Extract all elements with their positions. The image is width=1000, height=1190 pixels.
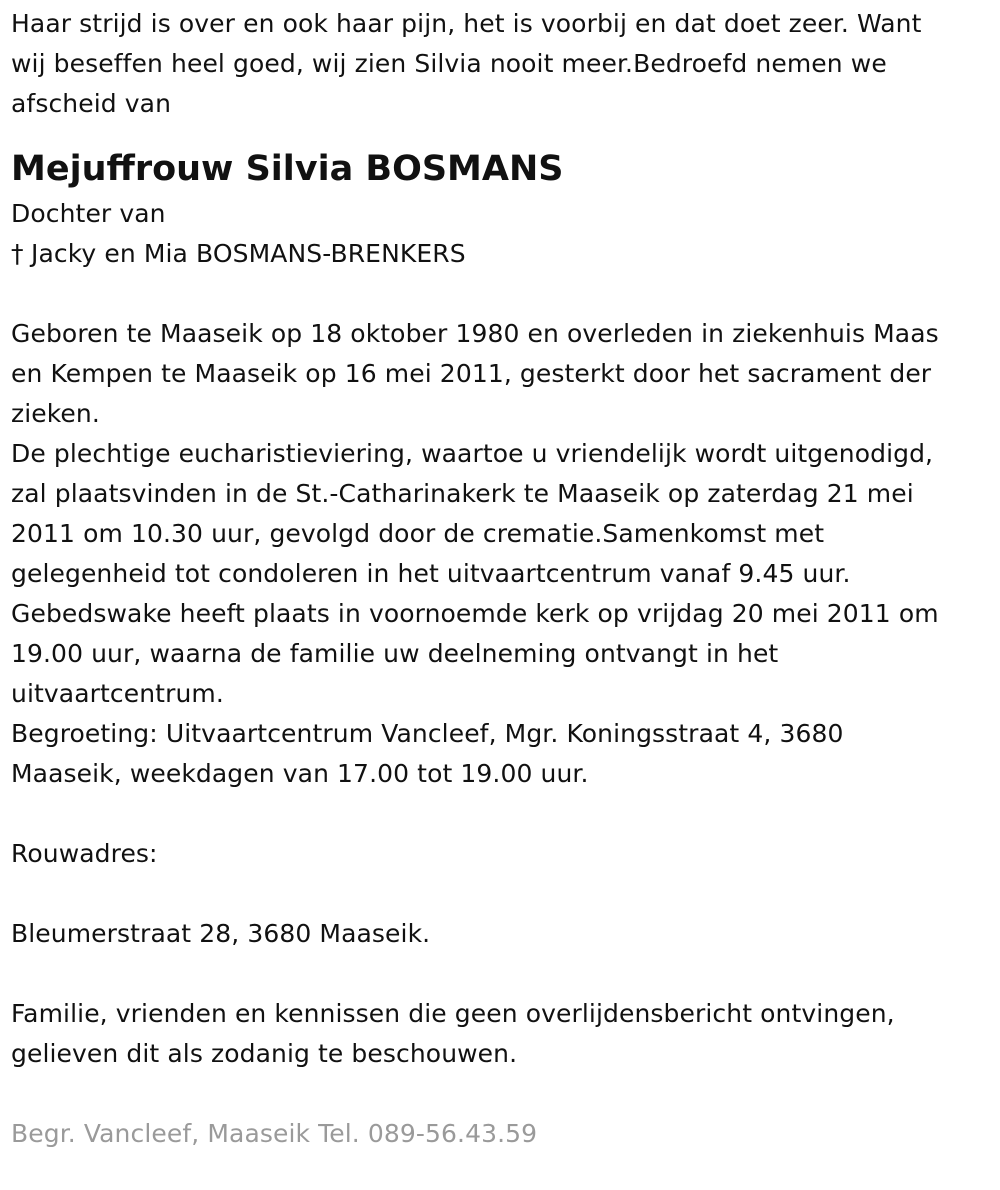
spacer [11, 954, 990, 994]
funeral-home-footer: Begr. Vancleef, Maaseik Tel. 089-56.43.59 [11, 1119, 538, 1148]
relation-label: Dochter van [11, 199, 166, 228]
spacer [11, 1074, 990, 1114]
deceased-name: Mejuffrouw Silvia BOSMANS [11, 149, 564, 189]
closing-note: Familie, vrienden en kennissen die geen overlijdensbericht ontvingen, gelieven dit als zodanig te beschouwen. [11, 999, 895, 1068]
parents-line [11, 234, 990, 274]
intro-text: Haar strijd is over en ook haar pijn, het is voorbij en dat doet zeer. Want wij beseffen heel goed, wij zien Silvia nooit meer.Bedroefd nemen we afscheid van [11, 9, 922, 118]
cross-icon: † [11, 239, 24, 268]
mourning-address: Bleumerstraat 28, 3680 Maaseik. [11, 919, 431, 948]
parents-names: Jacky en Mia BOSMANS-BRENKERS [31, 239, 466, 268]
spacer [11, 874, 990, 914]
spacer [11, 794, 990, 834]
mourning-address-label: Rouwadres: [11, 839, 158, 868]
funeral-details: Geboren te Maaseik op 18 oktober 1980 en overleden in ziekenhuis Maas en Kempen te Maaseik op 16 mei 2011, gesterkt door het sacrament der zieken. De plechtige eucharistieviering, waartoe u vriendelijk wordt uitgenodigd, zal plaatsvinden in de St.-Catharinakerk te Maaseik op zaterdag 21 mei 2011 om 10.30 uur, gevolgd door de crematie.Samenkomst met gelegenheid tot condoleren in het uitvaartcentrum vanaf 9.45 uur. Gebedswake heeft plaats in voornoemde kerk op vrijdag 20 mei 2011 om 19.00 uur, waarna de familie uw deelneming ontvangt in het uitvaartcentrum. Begroeting: Uitvaartcentrum Vancleef, Mgr. Koningsstraat 4, 3680 Maaseik, weekdagen van 17.00 tot 19.00 uur. [11, 319, 939, 788]
spacer [11, 274, 990, 314]
